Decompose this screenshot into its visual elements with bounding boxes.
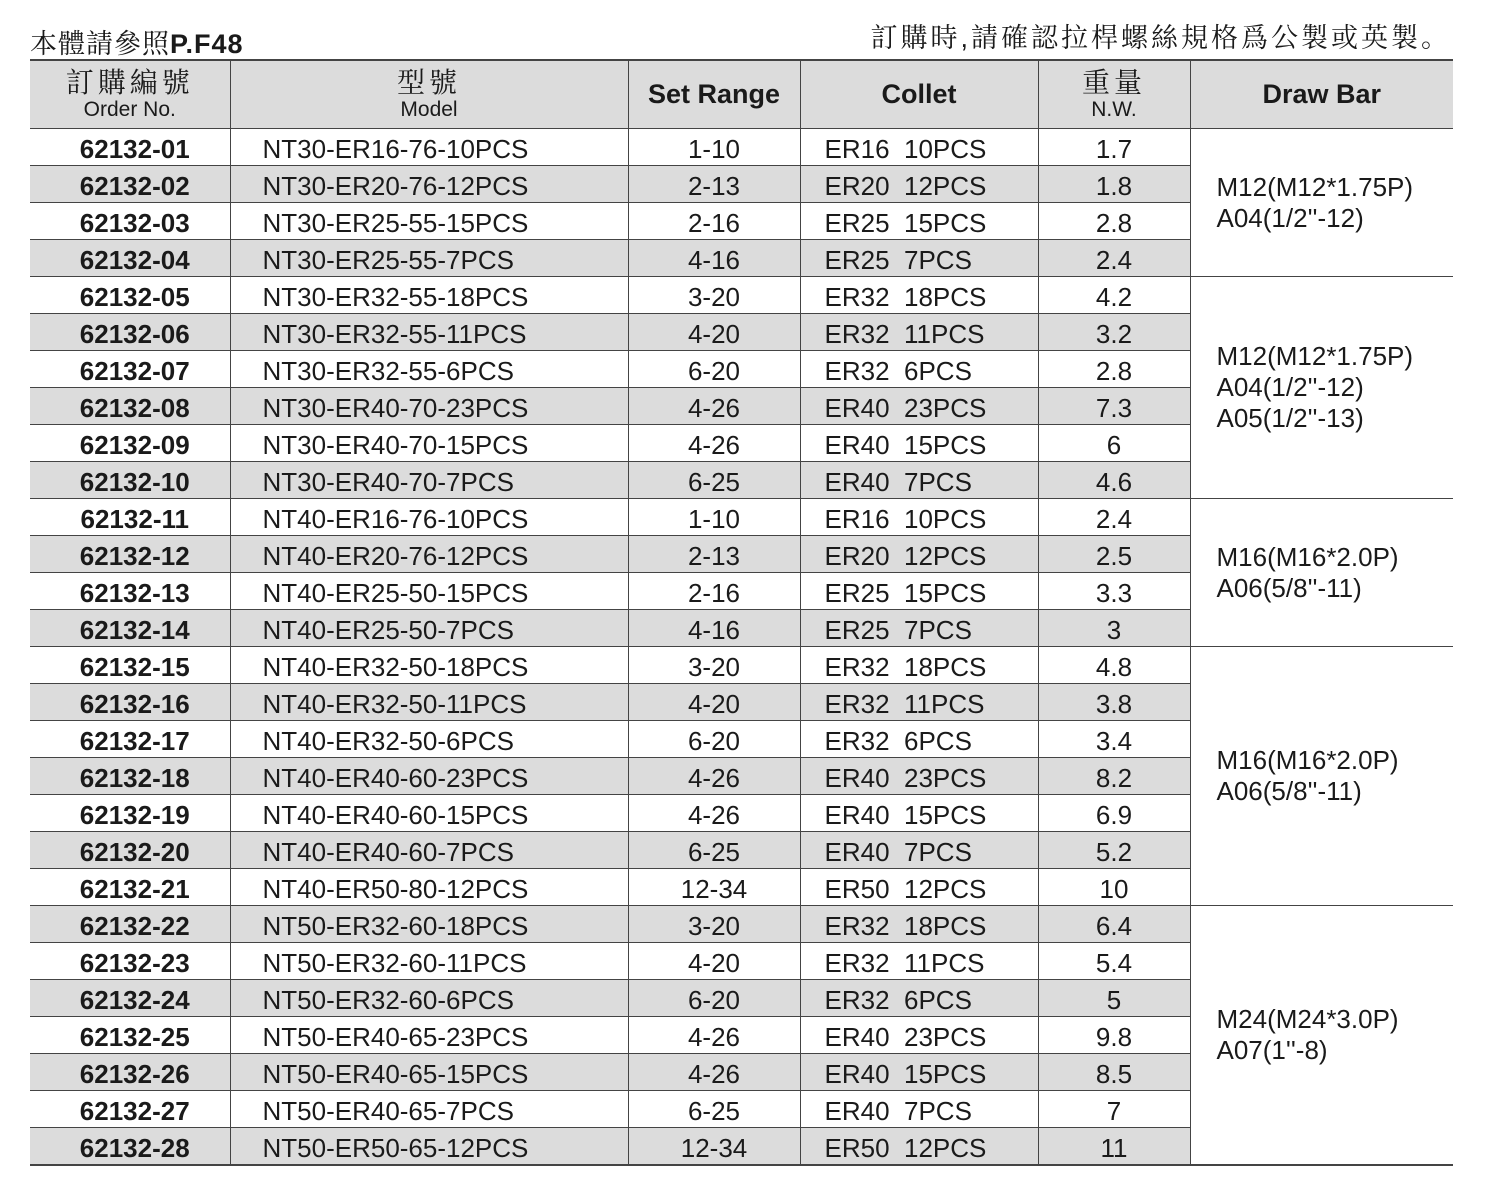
order-no-cell: 62132-26 — [30, 1054, 230, 1091]
collet-cell: ER32 11PCS — [800, 684, 1038, 721]
body-reference-page: P.F48 — [170, 29, 244, 59]
model-cell: NT40-ER16-76-10PCS — [230, 499, 628, 536]
weight-cell: 2.4 — [1038, 499, 1190, 536]
set-range-cell: 1-10 — [628, 499, 800, 536]
body-reference-note — [30, 22, 244, 61]
set-range-cell: 4-26 — [628, 1017, 800, 1054]
draw-bar-spec: A07(1''-8) — [1216, 1035, 1328, 1065]
draw-bar-spec: M12(M12*1.75P) — [1216, 341, 1414, 371]
order-no-cell: 62132-14 — [30, 610, 230, 647]
ordering-note: 訂購時,請確認拉桿螺絲規格爲公製或英製。 — [870, 23, 1451, 53]
model-cell: NT30-ER32-55-18PCS — [230, 277, 628, 314]
model-cell: NT40-ER32-50-18PCS — [230, 647, 628, 684]
weight-cell: 6 — [1038, 425, 1190, 462]
collet-cell: ER40 23PCS — [800, 388, 1038, 425]
weight-cell: 2.8 — [1038, 351, 1190, 388]
collet-cell: ER25 7PCS — [800, 610, 1038, 647]
collet-cell: ER40 23PCS — [800, 758, 1038, 795]
draw-bar-cell — [1190, 129, 1453, 277]
set-range-cell: 3-20 — [628, 277, 800, 314]
set-range-cell: 3-20 — [628, 906, 800, 943]
weight-cell: 2.4 — [1038, 240, 1190, 277]
model-cell: NT50-ER40-65-23PCS — [230, 1017, 628, 1054]
order-no-cell: 62132-08 — [30, 388, 230, 425]
header-set-range: Set Range — [628, 60, 800, 129]
header-model — [230, 60, 628, 129]
set-range-cell: 2-16 — [628, 203, 800, 240]
weight-cell: 8.2 — [1038, 758, 1190, 795]
collet-cell: ER40 7PCS — [800, 462, 1038, 499]
header-weight-en: N.W. — [1091, 97, 1137, 121]
draw-bar-spec: M16(M16*2.0P) — [1216, 541, 1399, 572]
draw-bar-spec: M16(M16*2.0P) — [1216, 745, 1399, 775]
model-cell: NT40-ER25-50-7PCS — [230, 610, 628, 647]
weight-cell: 4.8 — [1038, 647, 1190, 684]
set-range-cell: 4-26 — [628, 1054, 800, 1091]
collet-cell: ER25 15PCS — [800, 573, 1038, 610]
weight-cell: 6.4 — [1038, 906, 1190, 943]
model-cell: NT50-ER50-65-12PCS — [230, 1128, 628, 1166]
table-body — [30, 129, 1453, 1166]
collet-cell: ER32 11PCS — [800, 943, 1038, 980]
header-order-en: Order No. — [83, 97, 176, 121]
order-no-cell: 62132-12 — [30, 536, 230, 573]
order-no-cell: 62132-15 — [30, 647, 230, 684]
order-no-cell: 62132-03 — [30, 203, 230, 240]
set-range-cell: 2-13 — [628, 166, 800, 203]
table-row — [30, 499, 1453, 536]
set-range-cell: 4-16 — [628, 240, 800, 277]
model-cell: NT30-ER16-76-10PCS — [230, 129, 628, 166]
order-no-cell: 62132-06 — [30, 314, 230, 351]
model-cell: NT40-ER25-50-15PCS — [230, 573, 628, 610]
collet-cell: ER32 18PCS — [800, 647, 1038, 684]
table-row — [30, 647, 1453, 684]
model-cell: NT40-ER20-76-12PCS — [230, 536, 628, 573]
draw-bar-spec: M24(M24*3.0P) — [1216, 1004, 1399, 1034]
collet-cell: ER32 18PCS — [800, 906, 1038, 943]
draw-bar-spec: A05(1/2''-13) — [1216, 403, 1364, 433]
set-range-cell: 6-25 — [628, 462, 800, 499]
weight-cell: 9.8 — [1038, 1017, 1190, 1054]
set-range-cell: 4-20 — [628, 684, 800, 721]
weight-cell: 3.2 — [1038, 314, 1190, 351]
weight-cell: 1.8 — [1038, 166, 1190, 203]
model-cell: NT50-ER32-60-11PCS — [230, 943, 628, 980]
weight-cell: 4.6 — [1038, 462, 1190, 499]
set-range-cell: 3-20 — [628, 647, 800, 684]
weight-cell: 3 — [1038, 610, 1190, 647]
spec-table-container — [30, 59, 1453, 1166]
draw-bar-cell — [1190, 277, 1453, 499]
weight-cell: 5.4 — [1038, 943, 1190, 980]
order-no-cell: 62132-13 — [30, 573, 230, 610]
collet-cell: ER50 12PCS — [800, 1128, 1038, 1166]
collet-cell: ER25 15PCS — [800, 203, 1038, 240]
order-no-cell: 62132-05 — [30, 277, 230, 314]
order-no-cell: 62132-28 — [30, 1128, 230, 1166]
set-range-cell: 4-26 — [628, 425, 800, 462]
spec-table — [30, 59, 1453, 1166]
table-row — [30, 129, 1453, 166]
order-no-cell: 62132-16 — [30, 684, 230, 721]
table-row — [30, 906, 1453, 943]
weight-cell: 5 — [1038, 980, 1190, 1017]
weight-cell: 5.2 — [1038, 832, 1190, 869]
model-cell: NT40-ER32-50-6PCS — [230, 721, 628, 758]
model-cell: NT30-ER40-70-15PCS — [230, 425, 628, 462]
model-cell: NT30-ER32-55-6PCS — [230, 351, 628, 388]
order-no-cell: 62132-04 — [30, 240, 230, 277]
collet-cell: ER20 12PCS — [800, 536, 1038, 573]
weight-cell: 11 — [1038, 1128, 1190, 1166]
collet-cell: ER40 7PCS — [800, 832, 1038, 869]
weight-cell: 7.3 — [1038, 388, 1190, 425]
model-cell: NT40-ER40-60-7PCS — [230, 832, 628, 869]
collet-cell: ER40 7PCS — [800, 1091, 1038, 1128]
weight-cell: 3.4 — [1038, 721, 1190, 758]
order-no-cell: 62132-09 — [30, 425, 230, 462]
model-cell: NT30-ER40-70-7PCS — [230, 462, 628, 499]
header-model-en: Model — [400, 97, 458, 121]
set-range-cell: 4-16 — [628, 610, 800, 647]
set-range-cell: 2-13 — [628, 536, 800, 573]
weight-cell: 4.2 — [1038, 277, 1190, 314]
collet-cell: ER32 6PCS — [800, 980, 1038, 1017]
set-range-cell: 4-26 — [628, 758, 800, 795]
model-cell: NT30-ER25-55-15PCS — [230, 203, 628, 240]
header-weight — [1038, 60, 1190, 129]
order-no-cell: 62132-18 — [30, 758, 230, 795]
collet-cell: ER16 10PCS — [800, 499, 1038, 536]
table-header-row — [30, 60, 1453, 129]
weight-cell: 10 — [1038, 869, 1190, 906]
order-no-cell: 62132-11 — [30, 499, 230, 536]
collet-cell: ER40 23PCS — [800, 1017, 1038, 1054]
model-cell: NT30-ER25-55-7PCS — [230, 240, 628, 277]
set-range-cell: 4-26 — [628, 795, 800, 832]
set-range-cell: 12-34 — [628, 869, 800, 906]
draw-bar-cell — [1190, 499, 1453, 647]
set-range-cell: 6-20 — [628, 351, 800, 388]
collet-cell: ER40 15PCS — [800, 425, 1038, 462]
model-cell: NT40-ER40-60-23PCS — [230, 758, 628, 795]
collet-cell: ER40 15PCS — [800, 795, 1038, 832]
header-weight-zh: 重量 — [1081, 66, 1146, 98]
draw-bar-spec: M12(M12*1.75P) — [1216, 171, 1414, 202]
draw-bar-spec: A04(1/2''-12) — [1216, 202, 1364, 233]
model-cell: NT30-ER20-76-12PCS — [230, 166, 628, 203]
model-cell: NT40-ER40-60-15PCS — [230, 795, 628, 832]
order-no-cell: 62132-23 — [30, 943, 230, 980]
set-range-cell: 12-34 — [628, 1128, 800, 1166]
body-reference-prefix: 本體請參照 — [30, 29, 170, 59]
set-range-cell: 2-16 — [628, 573, 800, 610]
collet-cell: ER32 18PCS — [800, 277, 1038, 314]
collet-cell: ER32 6PCS — [800, 721, 1038, 758]
set-range-cell: 4-20 — [628, 314, 800, 351]
collet-cell: ER32 11PCS — [800, 314, 1038, 351]
collet-cell: ER32 6PCS — [800, 351, 1038, 388]
draw-bar-cell — [1190, 906, 1453, 1166]
model-cell: NT30-ER40-70-23PCS — [230, 388, 628, 425]
weight-cell: 2.8 — [1038, 203, 1190, 240]
set-range-cell: 4-26 — [628, 388, 800, 425]
header-model-zh: 型號 — [396, 66, 461, 98]
order-no-cell: 62132-01 — [30, 129, 230, 166]
order-no-cell: 62132-10 — [30, 462, 230, 499]
header-order-zh: 訂購編號 — [65, 66, 194, 98]
model-cell: NT50-ER32-60-18PCS — [230, 906, 628, 943]
order-no-cell: 62132-27 — [30, 1091, 230, 1128]
header-order-no — [30, 60, 230, 129]
order-no-cell: 62132-24 — [30, 980, 230, 1017]
order-no-cell: 62132-20 — [30, 832, 230, 869]
set-range-cell: 6-20 — [628, 721, 800, 758]
model-cell: NT40-ER32-50-11PCS — [230, 684, 628, 721]
header-collet: Collet — [800, 60, 1038, 129]
set-range-cell: 6-25 — [628, 832, 800, 869]
draw-bar-spec: A04(1/2''-12) — [1216, 372, 1364, 402]
model-cell: NT50-ER32-60-6PCS — [230, 980, 628, 1017]
model-cell: NT50-ER40-65-15PCS — [230, 1054, 628, 1091]
weight-cell: 1.7 — [1038, 129, 1190, 166]
weight-cell: 6.9 — [1038, 795, 1190, 832]
weight-cell: 3.3 — [1038, 573, 1190, 610]
model-cell: NT50-ER40-65-7PCS — [230, 1091, 628, 1128]
collet-cell: ER50 12PCS — [800, 869, 1038, 906]
weight-cell: 2.5 — [1038, 536, 1190, 573]
collet-cell: ER25 7PCS — [800, 240, 1038, 277]
order-no-cell: 62132-17 — [30, 721, 230, 758]
header-draw-bar: Draw Bar — [1190, 60, 1453, 129]
table-row — [30, 277, 1453, 314]
model-cell: NT30-ER32-55-11PCS — [230, 314, 628, 351]
set-range-cell: 1-10 — [628, 129, 800, 166]
collet-cell: ER16 10PCS — [800, 129, 1038, 166]
draw-bar-spec: A06(5/8''-11) — [1216, 776, 1362, 806]
set-range-cell: 6-20 — [628, 980, 800, 1017]
set-range-cell: 6-25 — [628, 1091, 800, 1128]
order-no-cell: 62132-22 — [30, 906, 230, 943]
weight-cell: 7 — [1038, 1091, 1190, 1128]
draw-bar-cell — [1190, 647, 1453, 906]
order-no-cell: 62132-02 — [30, 166, 230, 203]
order-no-cell: 62132-25 — [30, 1017, 230, 1054]
order-no-cell: 62132-19 — [30, 795, 230, 832]
draw-bar-spec: A06(5/8''-11) — [1216, 572, 1362, 603]
order-no-cell: 62132-21 — [30, 869, 230, 906]
weight-cell: 3.8 — [1038, 684, 1190, 721]
collet-cell: ER20 12PCS — [800, 166, 1038, 203]
model-cell: NT40-ER50-80-12PCS — [230, 869, 628, 906]
set-range-cell: 4-20 — [628, 943, 800, 980]
order-no-cell: 62132-07 — [30, 351, 230, 388]
collet-cell: ER40 15PCS — [800, 1054, 1038, 1091]
weight-cell: 8.5 — [1038, 1054, 1190, 1091]
